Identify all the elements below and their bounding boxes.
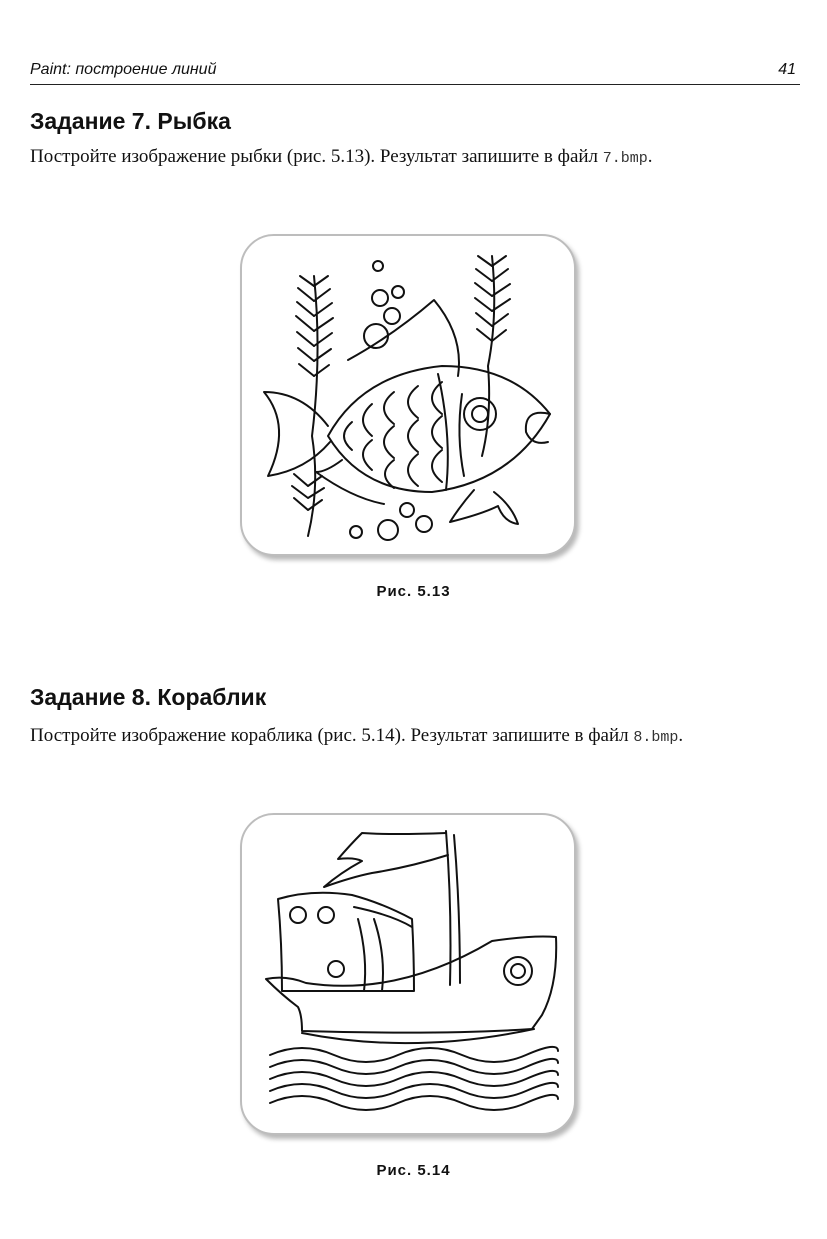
ship-figure — [240, 813, 576, 1135]
figure-caption-5-14: Рис. 5.14 — [376, 1162, 451, 1179]
task7-paragraph — [30, 145, 798, 171]
header-title: Paint: построение линий — [30, 61, 217, 78]
task8-end: . — [678, 725, 684, 746]
task8-filename: 8.bmp — [633, 729, 679, 746]
fish-figure — [240, 234, 576, 556]
running-header — [30, 60, 800, 85]
task8-heading: Задание 8. Кораблик — [30, 684, 267, 710]
task7-end: . — [647, 146, 653, 167]
task7-text: Постройте изображение рыбки (рис. 5.13). Результат запишите в файл — [30, 146, 603, 167]
task8-text: Постройте изображение кораблика (рис. 5.14). Результат запишите в файл — [30, 725, 634, 746]
ship-drawing — [242, 815, 574, 1133]
fish-drawing — [242, 236, 574, 554]
task7-filename: 7.bmp — [602, 150, 648, 167]
task7-heading: Задание 7. Рыбка — [30, 108, 231, 134]
task8-paragraph — [30, 724, 798, 750]
page-number: 41 — [778, 61, 796, 78]
figure-caption-5-13: Рис. 5.13 — [376, 583, 451, 600]
